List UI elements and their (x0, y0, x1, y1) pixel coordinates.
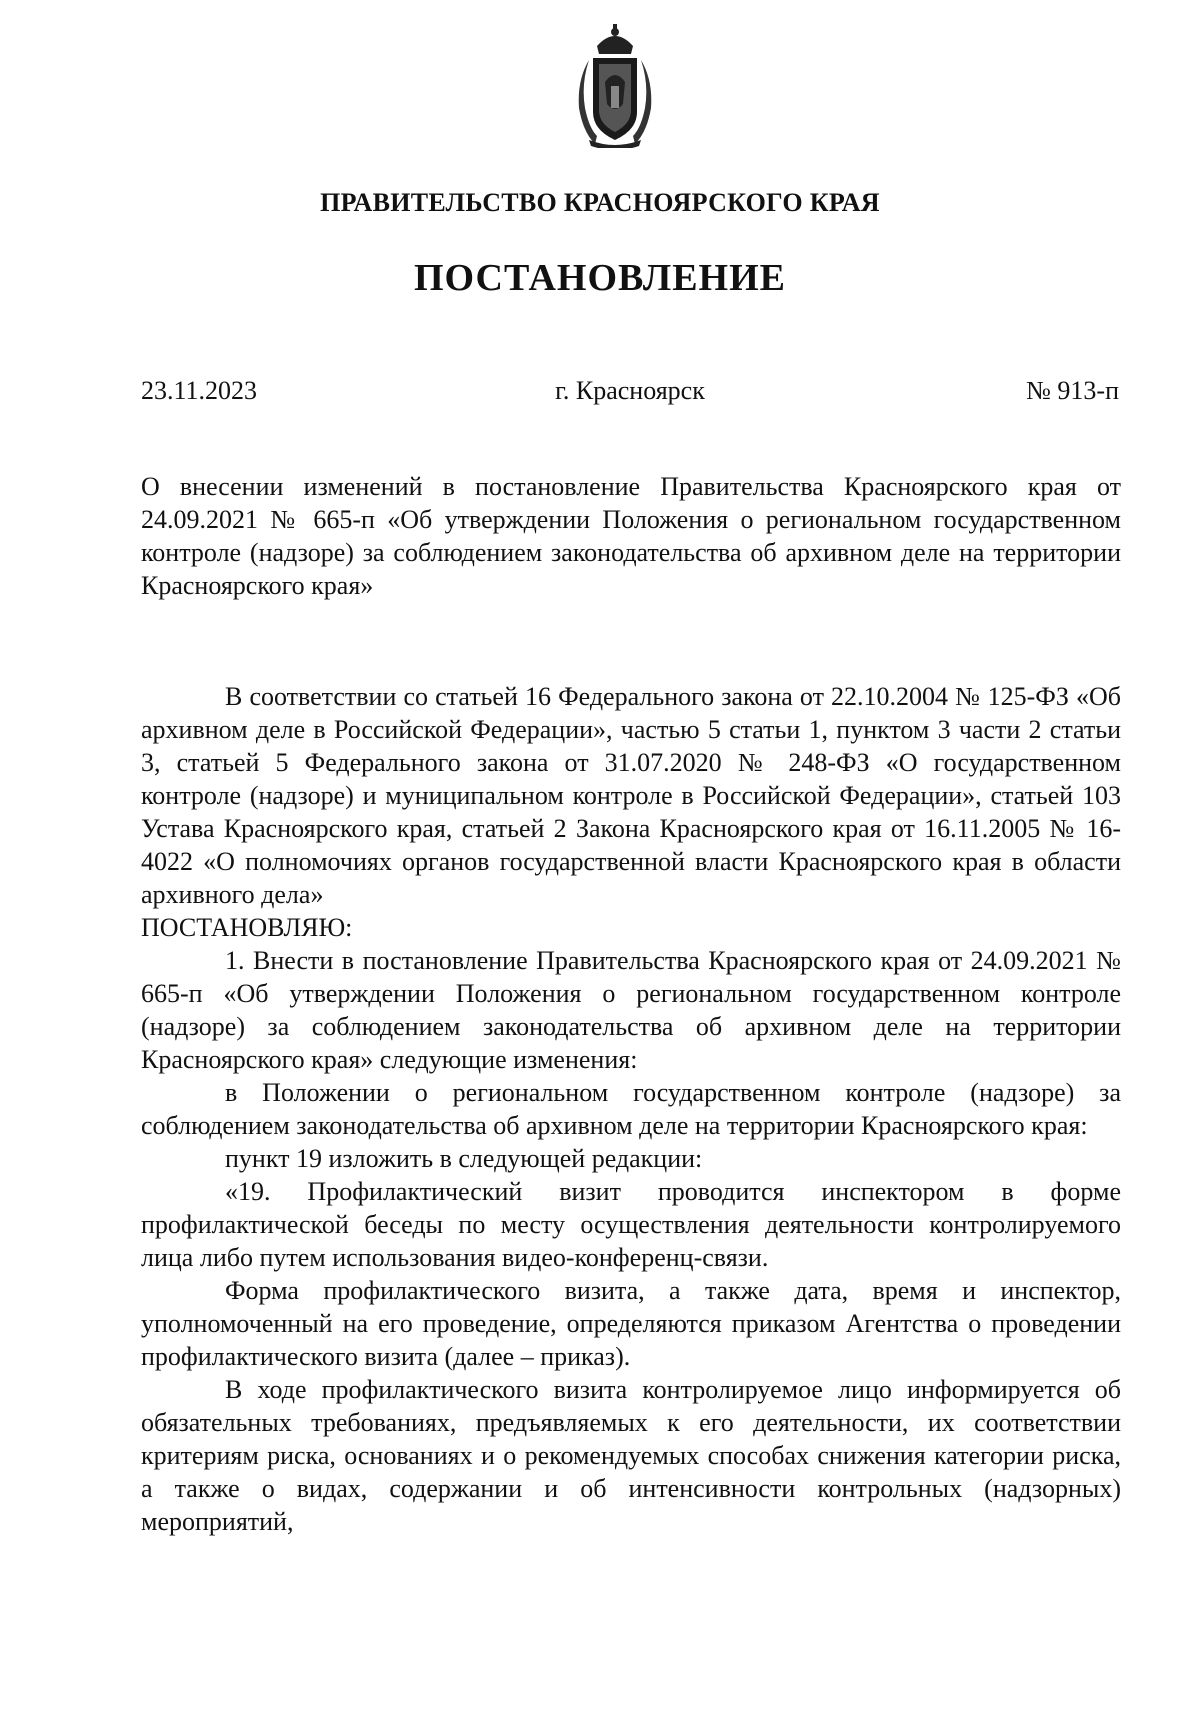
visit-form-paragraph: Форма профилактического визита, а также дата, время и инспектор, уполномоченный на его проведение, определяются приказом Агентства о проведении профилактического визита (далее – приказ). (141, 1276, 1121, 1371)
document-type: ПОСТАНОВЛЕНИЕ (413, 257, 787, 299)
document-subject: О внесении изменений в постановление Правительства Красноярского края от 24.09.2021 № 665-п «Об утверждении Положения о региональном государственном контроле (надзоре) за соблюдением законодательства об архивном деле на территории Красноярского края» (141, 472, 1121, 600)
coat-of-arms-icon (575, 24, 655, 148)
document-number: № 913-п (1026, 376, 1119, 405)
government-title: ПРАВИТЕЛЬСТВО КРАСНОЯРСКОГО КРАЯ (320, 188, 880, 217)
document-body (141, 470, 1121, 1538)
document-meta (141, 376, 1119, 412)
document-date: 23.11.2023 (141, 376, 258, 405)
point-19-paragraph: пункт 19 изложить в следующей редакции: (225, 1144, 703, 1173)
regulation-paragraph: в Положении о региональном государственном контроле (надзоре) за соблюдением законодательства об архивном деле на территории Красноярского края: (141, 1078, 1121, 1140)
preamble-paragraph: В соответствии со статьей 16 Федерального закона от 22.10.2004 № 125-ФЗ «Об архивном деле в Российской Федерации», частью 5 статьи 1, пунктом 3 части 2 статьи 3, статьей 5 Федерального закона от 31.07.2020 № 248-ФЗ «О государственном контроле (надзоре) и муниципальном контроле в Российской Федерации», статьей 103 Устава Красноярского края, статьей 2 Закона Красноярского края от 16.11.2005 № 16-4022 «О полномочиях органов государственной власти Красноярского края в области архивного дела» (141, 682, 1121, 909)
document-city: г. Красноярск (555, 376, 705, 405)
item-1-paragraph: 1. Внести в постановление Правительства Красноярского края от 24.09.2021 № 665-п «Об утверждении Положения о региональном государственном контроле (надзоре) за соблюдением законодательства об архивном деле на территории Красноярского края» следующие изменения: (141, 946, 1121, 1074)
quote-19-paragraph: «19. Профилактический визит проводится инспектором в форме профилактической беседы по месту осуществления деятельности контролируемого лица либо путем использования видео-конференц-связи. (141, 1177, 1121, 1272)
decree-word: ПОСТАНОВЛЯЮ: (141, 913, 353, 942)
visit-during-paragraph: В ходе профилактического визита контролируемое лицо информируется об обязательных требованиях, предъявляемых к его деятельности, их соответствии критериям риска, основаниях и о рекомендуемых способах снижения категории риска, а также о видах, содержании и об интенсивности контрольных (надзорных) мероприятий, (141, 1375, 1121, 1536)
